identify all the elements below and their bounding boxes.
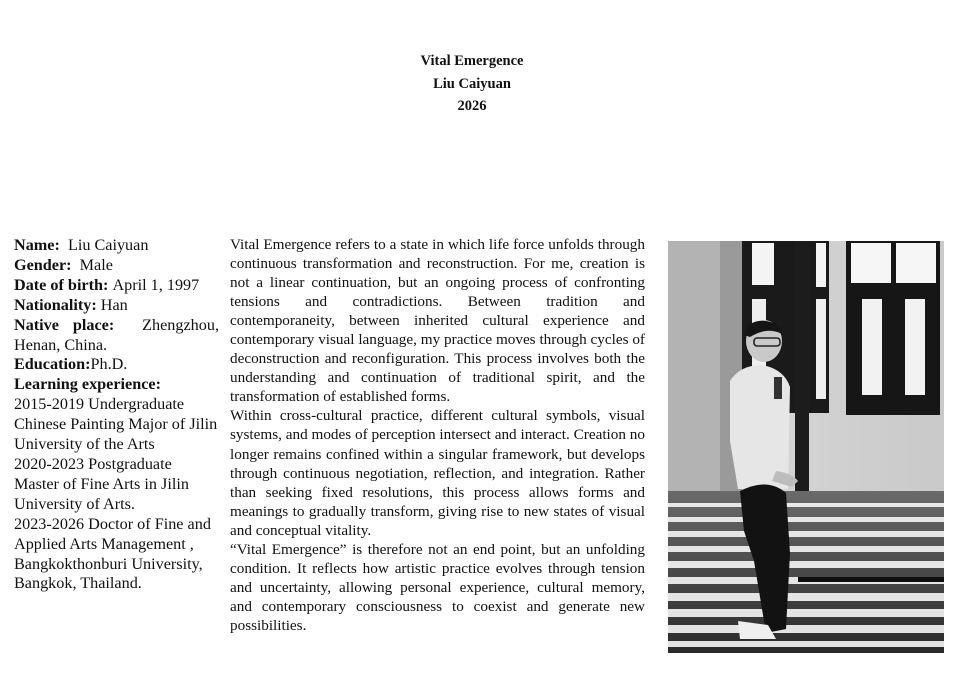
native-label: Native place: xyxy=(14,315,115,334)
artist-portrait-photo xyxy=(668,241,944,653)
artist-name: Liu Caiyuan xyxy=(433,75,511,92)
education-label: Education: xyxy=(14,355,91,374)
window-pane xyxy=(851,243,891,283)
learning-item: 2023-2026 Doctor of Fine and Applied Arts Management , Bangkokthonburi University, Bangkok, Thailand. xyxy=(14,514,211,593)
bio-name xyxy=(14,236,219,256)
window-pane xyxy=(816,299,826,399)
year: 2026 xyxy=(457,98,487,114)
window-pane xyxy=(752,243,774,285)
learning-item: 2020-2023 Postgraduate Master of Fine Arts in Jilin University of Arts. xyxy=(14,454,189,513)
bio-gender xyxy=(14,256,219,276)
artwork-title: Vital Emergence xyxy=(420,53,524,69)
bio-nationality xyxy=(14,296,219,316)
artist-statement xyxy=(230,235,645,635)
bio-learning-label xyxy=(14,375,219,395)
statement-paragraph: Vital Emergence refers to a state in which life force unfolds through continuous transformation and reconstruction. For me, creation is not a linear continuation, but an ongoing process of confronting tensions and contradictions. Between tradition and contemporaneity, between inherited cultural experience and contemporary visual language, my practice moves through cycles of deconstruction and reconfiguration. This process involves both the understanding and continuation of traditional spirit, and the transformation of established forms. xyxy=(230,236,645,406)
native-value: Zhengzhou, Henan, China. xyxy=(14,315,219,354)
portrait-illustration xyxy=(668,241,944,653)
statement-paragraph: “Vital Emergence” is therefore not an end point, but an unfolding condition. It reflects how artistic practice evolves through tension and uncertainty, allowing personal experience, cultural memory, and contemporary consciousness to coexist and generate new possibilities. xyxy=(230,540,645,634)
window-pane xyxy=(905,299,925,395)
gender-value: Male xyxy=(79,255,113,274)
learning-item: 2015-2019 Undergraduate Chinese Painting Major of Jilin University of the Arts xyxy=(14,395,218,454)
document-header xyxy=(0,50,944,118)
dob-label: Date of birth: xyxy=(14,275,109,294)
bio-dob xyxy=(14,276,219,296)
learning-label: Learning experience: xyxy=(14,375,161,394)
door-shadow xyxy=(798,577,944,582)
statement-paragraph: Within cross-cultural practice, different cultural symbols, visual systems, and modes of perception intersect and interact. Creation no longer remains confined within a singular framework, but develops through continuous negotiation, reflection, and integration. Rather than seeking fixed resolutions, this process allows forms and meanings to gradually transform, giving rise to new states of visual and conceptual vitality. xyxy=(230,407,645,539)
name-label: Name: xyxy=(14,236,60,254)
dob-value: April 1, 1997 xyxy=(112,275,200,294)
window-pane xyxy=(862,299,882,395)
nationality-label: Nationality: xyxy=(14,295,97,314)
window-pane xyxy=(896,243,936,283)
name-value: Liu Caiyuan xyxy=(67,236,149,254)
pillar xyxy=(668,241,726,491)
bio-native-place xyxy=(14,316,219,356)
bio-education xyxy=(14,355,219,375)
nationality-value: Han xyxy=(100,295,128,314)
education-value: Ph.D. xyxy=(90,355,128,374)
gender-label: Gender: xyxy=(14,255,72,274)
artist-bio xyxy=(14,236,219,594)
window-pane xyxy=(816,243,826,287)
